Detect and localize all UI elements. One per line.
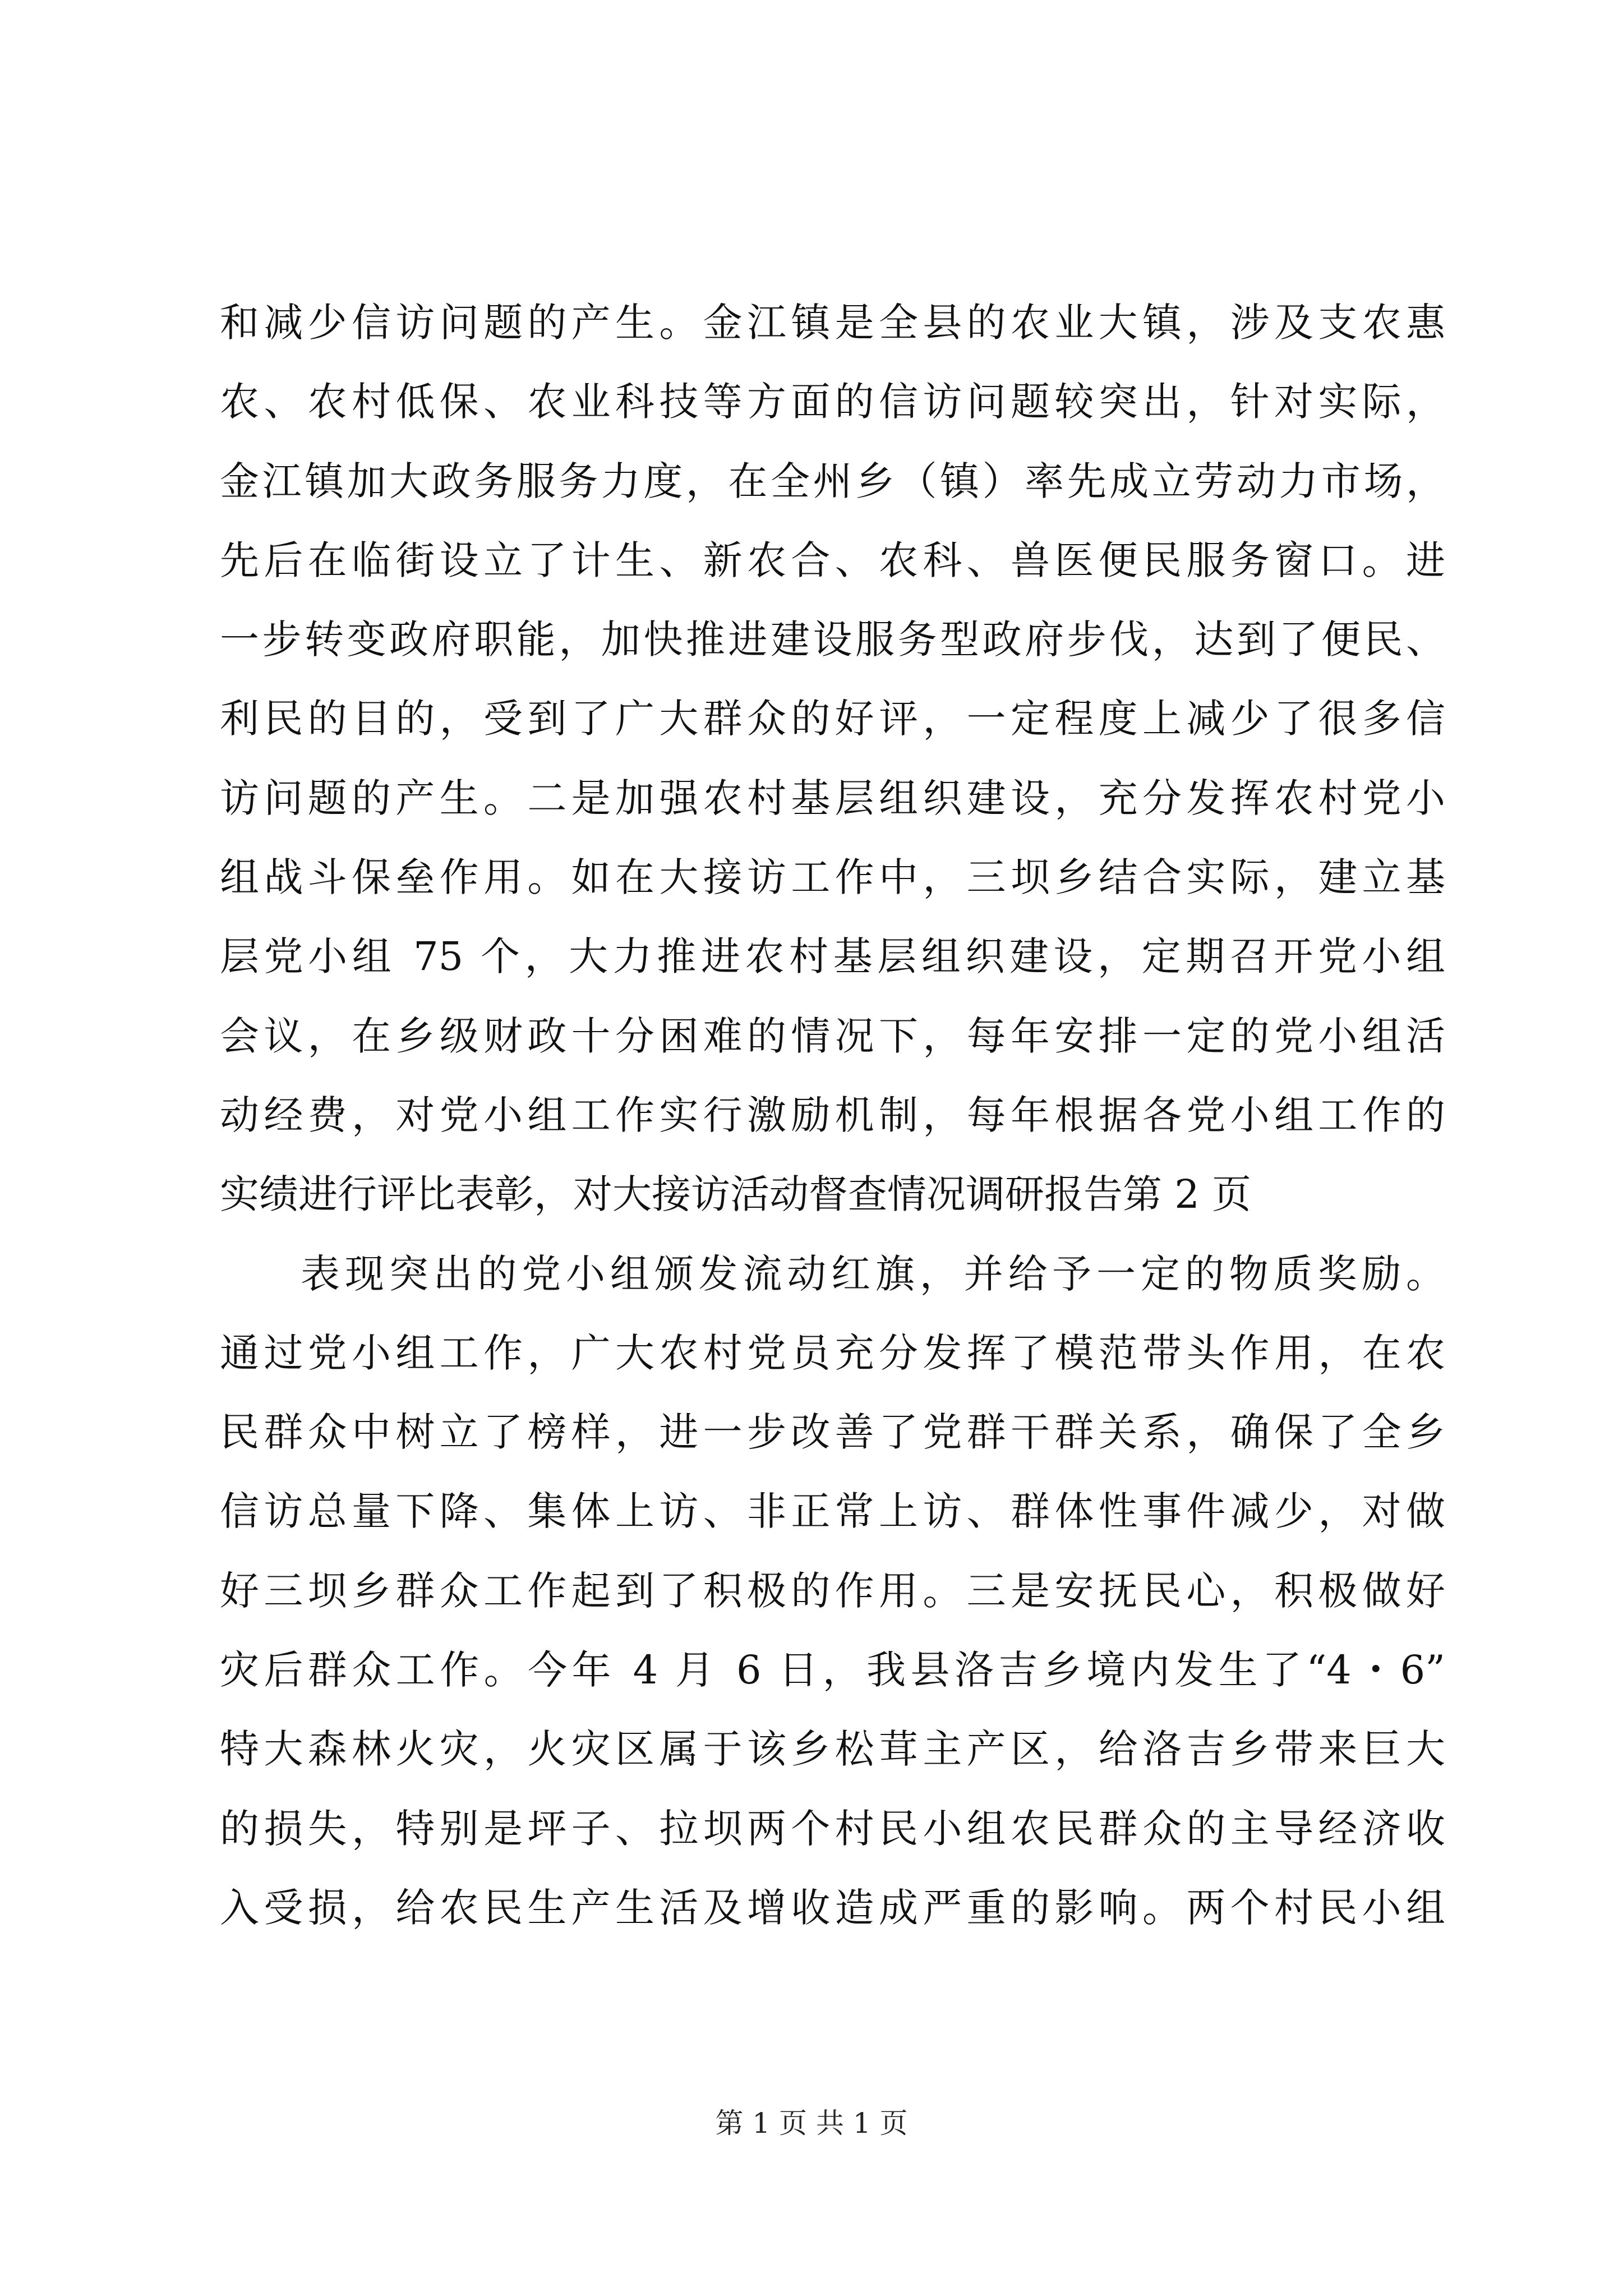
text-line: 金江镇加大政务服务力度，在全州乡（镇）率先成立劳动力市场， — [220, 458, 1445, 504]
text-line: 组战斗保垒作用。如在大接访工作中，三坝乡结合实际，建立基 — [220, 854, 1445, 901]
text-line: 特大森林火灾，火灾区属于该乡松茸主产区，给洛吉乡带来巨大 — [220, 1726, 1445, 1773]
text-line: 的损失，特别是坪子、拉坝两个村民小组农民群众的主导经济收 — [220, 1805, 1445, 1852]
page-number-label: 第 1 页 共 1 页 — [715, 2107, 908, 2139]
text-line: 先后在临街设立了计生、新农合、农科、兽医便民服务窗口。进 — [220, 537, 1445, 583]
page-footer — [0, 2101, 1623, 2141]
text-line: 一步转变政府职能，加快推进建设服务型政府步伐，达到了便民、 — [220, 616, 1445, 663]
body-text — [220, 283, 1445, 1948]
text-line: 农、农村低保、农业科技等方面的信访问题较突出，针对实际， — [220, 379, 1445, 425]
text-line: 和减少信访问题的产生。金江镇是全县的农业大镇，涉及支农惠 — [220, 300, 1445, 346]
text-line: 利民的目的，受到了广大群众的好评，一定程度上减少了很多信 — [220, 696, 1445, 742]
text-line: 层党小组 75 个，大力推进农村基层组织建设，定期召开党小组 — [220, 933, 1445, 980]
text-line: 入受损，给农民生产生活及增收造成严重的影响。两个村民小组 — [220, 1884, 1445, 1931]
text-line: 访问题的产生。二是加强农村基层组织建设，充分发挥农村党小 — [220, 775, 1445, 821]
text-line: 灾后群众工作。今年 4 月 6 日，我县洛吉乡境内发生了“4・6” — [220, 1647, 1445, 1694]
text-line: 动经费，对党小组工作实行激励机制，每年根据各党小组工作的 — [220, 1092, 1445, 1138]
text-line: 实绩进行评比表彰，对大接访活动督查情况调研报告第 2 页 — [220, 1171, 1252, 1218]
text-line: 会议，在乡级财政十分困难的情况下，每年安排一定的党小组活 — [220, 1013, 1445, 1059]
text-line: 通过党小组工作，广大农村党员充分发挥了模范带头作用，在农 — [220, 1329, 1445, 1376]
text-line: 好三坝乡群众工作起到了积极的作用。三是安抚民心，积极做好 — [220, 1567, 1445, 1614]
text-line: 民群众中树立了榜样，进一步改善了党群干群关系，确保了全乡 — [220, 1409, 1445, 1456]
text-line: 信访总量下降、集体上访、非正常上访、群体性事件减少，对做 — [220, 1488, 1445, 1535]
text-line: 表现突出的党小组颁发流动红旗，并给予一定的物质奖励。 — [301, 1250, 1445, 1297]
